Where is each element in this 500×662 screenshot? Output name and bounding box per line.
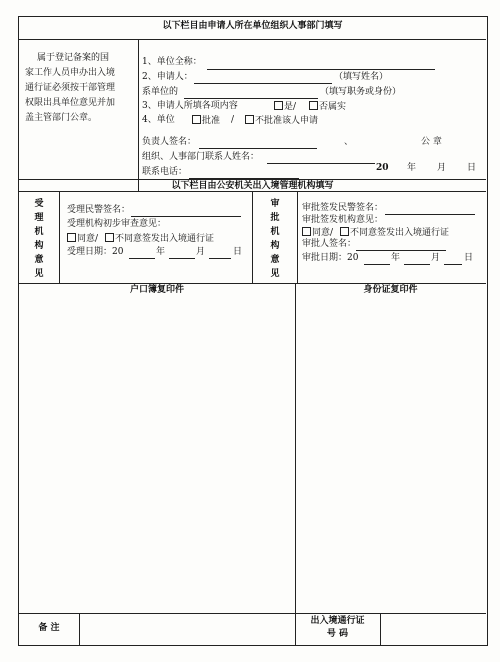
divider [295, 283, 296, 645]
divider [59, 191, 60, 283]
permit-no-label-2: 号 码 [326, 629, 349, 639]
checkbox[interactable] [302, 227, 311, 236]
accept-agree-option[interactable] [67, 233, 98, 245]
note-line: 盖主管部门公章。 [25, 113, 98, 123]
accept-month-field[interactable] [169, 258, 195, 259]
seal-label: 公 章 [421, 137, 442, 147]
unit-decision-label: 4、单位 [142, 115, 175, 125]
approve-month-field[interactable] [404, 264, 430, 265]
leader-sign-label: 负责人签名： [142, 137, 197, 147]
approver-label: 审批人签名： [302, 239, 357, 249]
checkbox-label: 不批准该人申请 [255, 116, 319, 126]
comma-mark: 、 [344, 137, 354, 147]
phone-label: 联系电话： [142, 167, 188, 177]
accept-year-field[interactable] [129, 258, 155, 259]
accept-year-label: 年 [156, 247, 166, 257]
unit-name-field[interactable] [207, 69, 435, 70]
remarks-field[interactable] [80, 614, 294, 644]
approve-day-field[interactable] [444, 264, 462, 265]
accept-date-label: 受理日期：20 [67, 247, 124, 257]
permit-application-form [18, 16, 488, 646]
accept-month-label: 月 [196, 247, 206, 257]
checkbox-label: 同意/ [312, 228, 334, 238]
approve-year-field[interactable] [364, 264, 390, 265]
date-month-label: 月 [437, 163, 447, 173]
permit-no-label-1: 出入境通行证 [310, 616, 365, 626]
checkbox-label: 是/ [284, 102, 297, 112]
unit-reject-option[interactable] [245, 115, 318, 127]
contact-sign-label: 组织、人事部门联系人姓名： [142, 152, 260, 162]
unit-role-field[interactable] [184, 98, 318, 99]
approve-officer-label: 审批签发民警签名： [302, 203, 384, 213]
unit-section-header: 以下栏目由申请人所在单位组织人事部门填写 [162, 21, 343, 31]
note-line: 家工作人员申办出入境 [25, 68, 116, 78]
divider [19, 179, 486, 180]
applicant-label: 2、申请人： [142, 72, 193, 82]
divider [138, 39, 139, 191]
divider [297, 191, 298, 283]
unit-approve-option[interactable] [192, 115, 220, 127]
checkbox[interactable] [309, 101, 318, 110]
left-note [25, 51, 137, 126]
permit-no-field[interactable] [381, 614, 485, 644]
accept-vertical-label: 受理机构意见 [34, 199, 44, 279]
checkbox[interactable] [105, 233, 114, 242]
checkbox-label: 同意/ [77, 234, 99, 244]
checkbox-label: 不同意签发出入境通行证 [115, 234, 215, 244]
approve-year-label: 年 [391, 253, 401, 263]
accept-day-field[interactable] [209, 258, 231, 259]
divider [19, 283, 486, 284]
accept-prelim-label: 受理机构初步审查意见： [67, 219, 167, 229]
checkbox-label: 不同意签发出入境通行证 [350, 228, 450, 238]
checkbox[interactable] [67, 233, 76, 242]
idcard-copy-area[interactable] [297, 299, 485, 611]
approve-opinion-label: 审批签发机构意见： [302, 215, 384, 225]
hukou-copy-area[interactable] [20, 299, 294, 611]
police-section-header: 以下栏目由公安机关出入境管理机构填写 [171, 181, 334, 191]
note-line: 属于登记备案的国 [37, 53, 110, 63]
idcard-copy-label: 身份证复印件 [363, 285, 418, 295]
unit-decision-sep: / [231, 115, 235, 125]
content-verify-no[interactable] [309, 101, 346, 113]
content-verify-label: 3、申请人所填各项内容 [142, 101, 238, 111]
note-line: 通行证必须按干部管理 [25, 83, 116, 93]
approve-agree-option[interactable] [302, 227, 333, 239]
unit-role-label: 系单位的 [142, 87, 179, 97]
date-century: 20 [376, 163, 389, 173]
checkbox-label: 否属实 [319, 102, 347, 112]
date-day-label: 日 [467, 163, 477, 173]
accept-day-label: 日 [233, 247, 243, 257]
unit-role-hint: （填写职务或身份） [320, 87, 402, 97]
approve-disagree-option[interactable] [340, 227, 449, 239]
accept-officer-field[interactable] [131, 216, 241, 217]
checkbox-label: 批准 [202, 116, 221, 126]
remarks-label: 备 注 [38, 623, 60, 633]
contact-sign-field[interactable] [267, 163, 375, 164]
leader-sign-field[interactable] [199, 148, 317, 149]
divider [252, 191, 253, 283]
checkbox[interactable] [192, 115, 201, 124]
accept-disagree-option[interactable] [105, 233, 214, 245]
divider [19, 39, 486, 40]
approve-month-label: 月 [431, 253, 441, 263]
approver-field[interactable] [356, 250, 446, 251]
unit-name-label: 1、单位全称： [142, 57, 202, 67]
applicant-name-field[interactable] [194, 83, 332, 84]
accept-officer-label: 受理民警签名： [67, 205, 131, 215]
approve-vertical-label: 审批机构意见 [270, 199, 280, 279]
applicant-hint: （填写姓名） [334, 72, 389, 82]
checkbox[interactable] [274, 101, 283, 110]
approve-day-label: 日 [464, 253, 474, 263]
note-line: 权限出具单位意见并加 [25, 98, 116, 108]
content-verify-yes[interactable] [274, 101, 296, 113]
hukou-copy-label: 户口簿复印件 [129, 285, 184, 295]
checkbox[interactable] [245, 115, 254, 124]
approve-date-label: 审批日期：20 [302, 253, 359, 263]
approve-officer-field[interactable] [385, 214, 475, 215]
date-year-label: 年 [407, 163, 417, 173]
checkbox[interactable] [340, 227, 349, 236]
